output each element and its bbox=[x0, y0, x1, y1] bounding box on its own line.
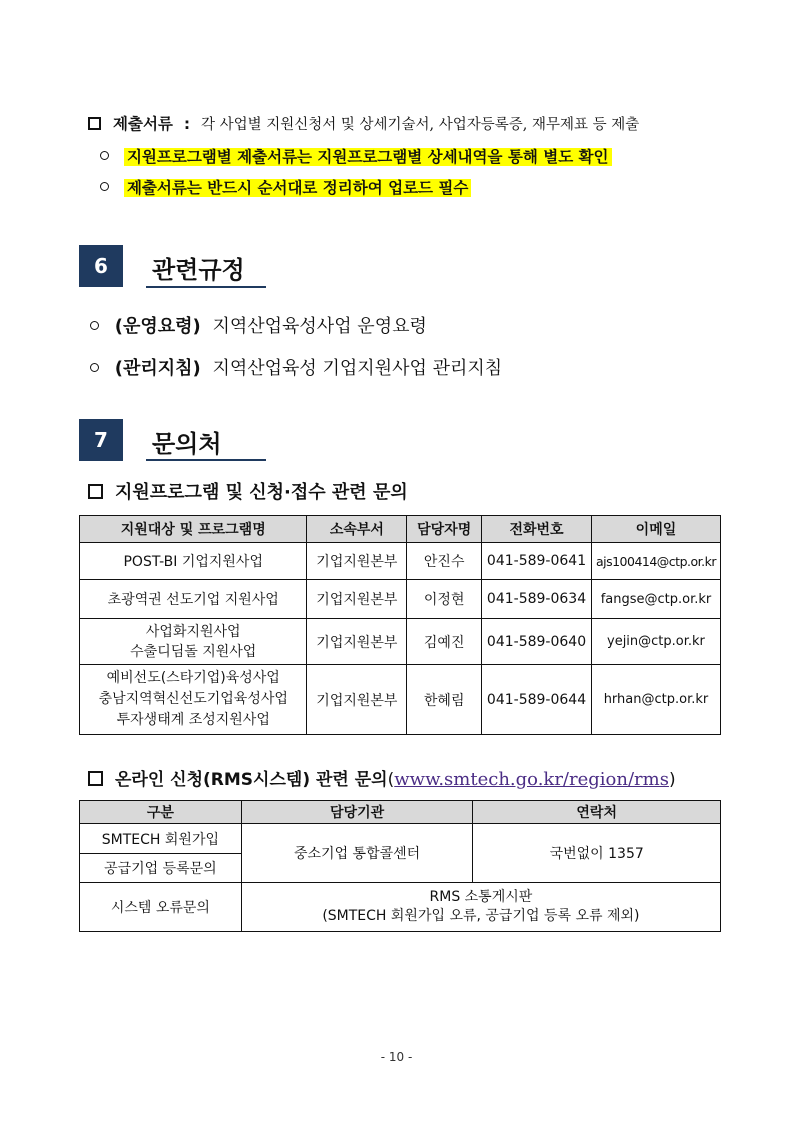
subheading-text: 온라인 신청(RMS시스템) 관련 문의 bbox=[115, 770, 388, 790]
board-line: RMS 소통게시판 bbox=[429, 889, 533, 905]
email-cell: ajs100414@ctp.or.kr bbox=[591, 543, 720, 580]
subheading-text: 지원프로그램 및 신청·접수 관련 문의 bbox=[115, 482, 408, 503]
section-underline bbox=[146, 459, 266, 461]
program-cell bbox=[80, 543, 307, 580]
page-number: - 10 - bbox=[380, 1050, 413, 1064]
program-line: 사업화지원사업 bbox=[145, 623, 241, 640]
program-line: 초광역권 선도기업 지원사업 bbox=[107, 592, 279, 608]
inquiry-subheading-2 bbox=[88, 765, 676, 790]
checkbox-square-icon bbox=[88, 117, 101, 130]
category-cell: 시스템 오류문의 bbox=[80, 883, 242, 932]
submission-text: 각 사업별 지원신청서 및 상세기술서, 사업자등록증, 재무제표 등 제출 bbox=[200, 117, 640, 133]
dept-cell: 기업지원본부 bbox=[307, 580, 407, 619]
program-cell bbox=[80, 619, 307, 665]
program-line: 수출디딤돌 지원사업 bbox=[130, 643, 257, 660]
program-line: 충남지역혁신선도기업육성사업 bbox=[98, 691, 288, 707]
section-underline bbox=[146, 286, 266, 288]
circle-bullet-icon bbox=[100, 182, 109, 191]
table-row bbox=[80, 619, 721, 665]
rms-link[interactable]: www.smtech.go.kr/region/rms bbox=[394, 769, 669, 790]
submission-title: 제출서류 bbox=[113, 115, 173, 133]
table-row bbox=[80, 883, 721, 932]
highlighted-note: 지원프로그램별 제출서류는 지원프로그램별 상세내역을 통해 별도 확인 bbox=[124, 148, 612, 166]
table-row bbox=[80, 824, 721, 854]
circle-bullet-icon bbox=[100, 151, 109, 160]
link-close-paren: ) bbox=[668, 770, 676, 790]
header-email: 이메일 bbox=[591, 516, 720, 543]
header-category: 구분 bbox=[80, 801, 242, 824]
phone-cell: 041-589-0634 bbox=[482, 580, 592, 619]
section-title-7: 문의처 bbox=[152, 430, 222, 458]
header-dept: 소속부서 bbox=[307, 516, 407, 543]
item-text: 지역산업육성사업 운영요령 bbox=[212, 316, 427, 337]
header-phone: 전화번호 bbox=[482, 516, 592, 543]
name-cell: 김예진 bbox=[407, 619, 482, 665]
name-cell: 한혜림 bbox=[407, 665, 482, 735]
circle-bullet-icon bbox=[90, 321, 99, 330]
item-text: 지역산업육성 기업지원사업 관리지침 bbox=[212, 358, 503, 379]
circle-bullet-icon bbox=[90, 363, 99, 372]
table-row bbox=[80, 580, 721, 619]
contact-table bbox=[79, 515, 721, 735]
dept-cell: 기업지원본부 bbox=[307, 665, 407, 735]
header-program: 지원대상 및 프로그램명 bbox=[80, 516, 307, 543]
board-note: (SMTECH 회원가입 오류, 공급기업 등록 오류 제외) bbox=[322, 908, 640, 924]
program-line: 예비선도(스타기업)육성사업 bbox=[106, 670, 280, 686]
table-row bbox=[80, 665, 721, 735]
section-number-6: 6 bbox=[79, 245, 123, 287]
board-cell bbox=[241, 883, 720, 932]
table-row bbox=[80, 543, 721, 580]
submission-bullet-2 bbox=[100, 176, 471, 198]
dept-cell: 기업지원본부 bbox=[307, 543, 407, 580]
header-name: 담당자명 bbox=[407, 516, 482, 543]
phone-cell: 041-589-0644 bbox=[482, 665, 592, 735]
email-cell: fangse@ctp.or.kr bbox=[591, 580, 720, 619]
submission-colon: : bbox=[183, 115, 191, 133]
phone-cell: 041-589-0640 bbox=[482, 619, 592, 665]
submission-line bbox=[88, 112, 639, 134]
link-open-paren: ( bbox=[387, 770, 395, 790]
name-cell: 안진수 bbox=[407, 543, 482, 580]
section-title-6: 관련규정 bbox=[152, 256, 245, 284]
contact-cell: 국번없이 1357 bbox=[473, 824, 721, 883]
program-cell bbox=[80, 665, 307, 735]
section-number-7: 7 bbox=[79, 419, 123, 461]
email-cell: hrhan@ctp.or.kr bbox=[591, 665, 720, 735]
section6-item-2 bbox=[90, 354, 502, 380]
highlighted-note: 제출서류는 반드시 순서대로 정리하여 업로드 필수 bbox=[124, 179, 471, 197]
inquiry-subheading-1 bbox=[88, 478, 408, 504]
email-cell: yejin@ctp.or.kr bbox=[591, 619, 720, 665]
dept-cell: 기업지원본부 bbox=[307, 619, 407, 665]
program-line: POST-BI 기업지원사업 bbox=[123, 554, 263, 570]
program-line: 투자생태계 조성지원사업 bbox=[116, 712, 270, 728]
category-cell: 공급기업 등록문의 bbox=[80, 854, 242, 883]
name-cell: 이정현 bbox=[407, 580, 482, 619]
checkbox-square-icon bbox=[88, 484, 103, 499]
checkbox-square-icon bbox=[88, 771, 103, 786]
phone-cell: 041-589-0641 bbox=[482, 543, 592, 580]
item-label: (관리지침) bbox=[114, 358, 201, 379]
item-label: (운영요령) bbox=[114, 316, 201, 337]
header-agency: 담당기관 bbox=[241, 801, 473, 824]
submission-bullet-1 bbox=[100, 145, 612, 167]
program-cell bbox=[80, 580, 307, 619]
section6-item-1 bbox=[90, 312, 427, 338]
rms-contact-table bbox=[79, 800, 721, 932]
header-contact: 연락처 bbox=[473, 801, 721, 824]
agency-cell: 중소기업 통합콜센터 bbox=[241, 824, 473, 883]
category-cell: SMTECH 회원가입 bbox=[80, 824, 242, 854]
